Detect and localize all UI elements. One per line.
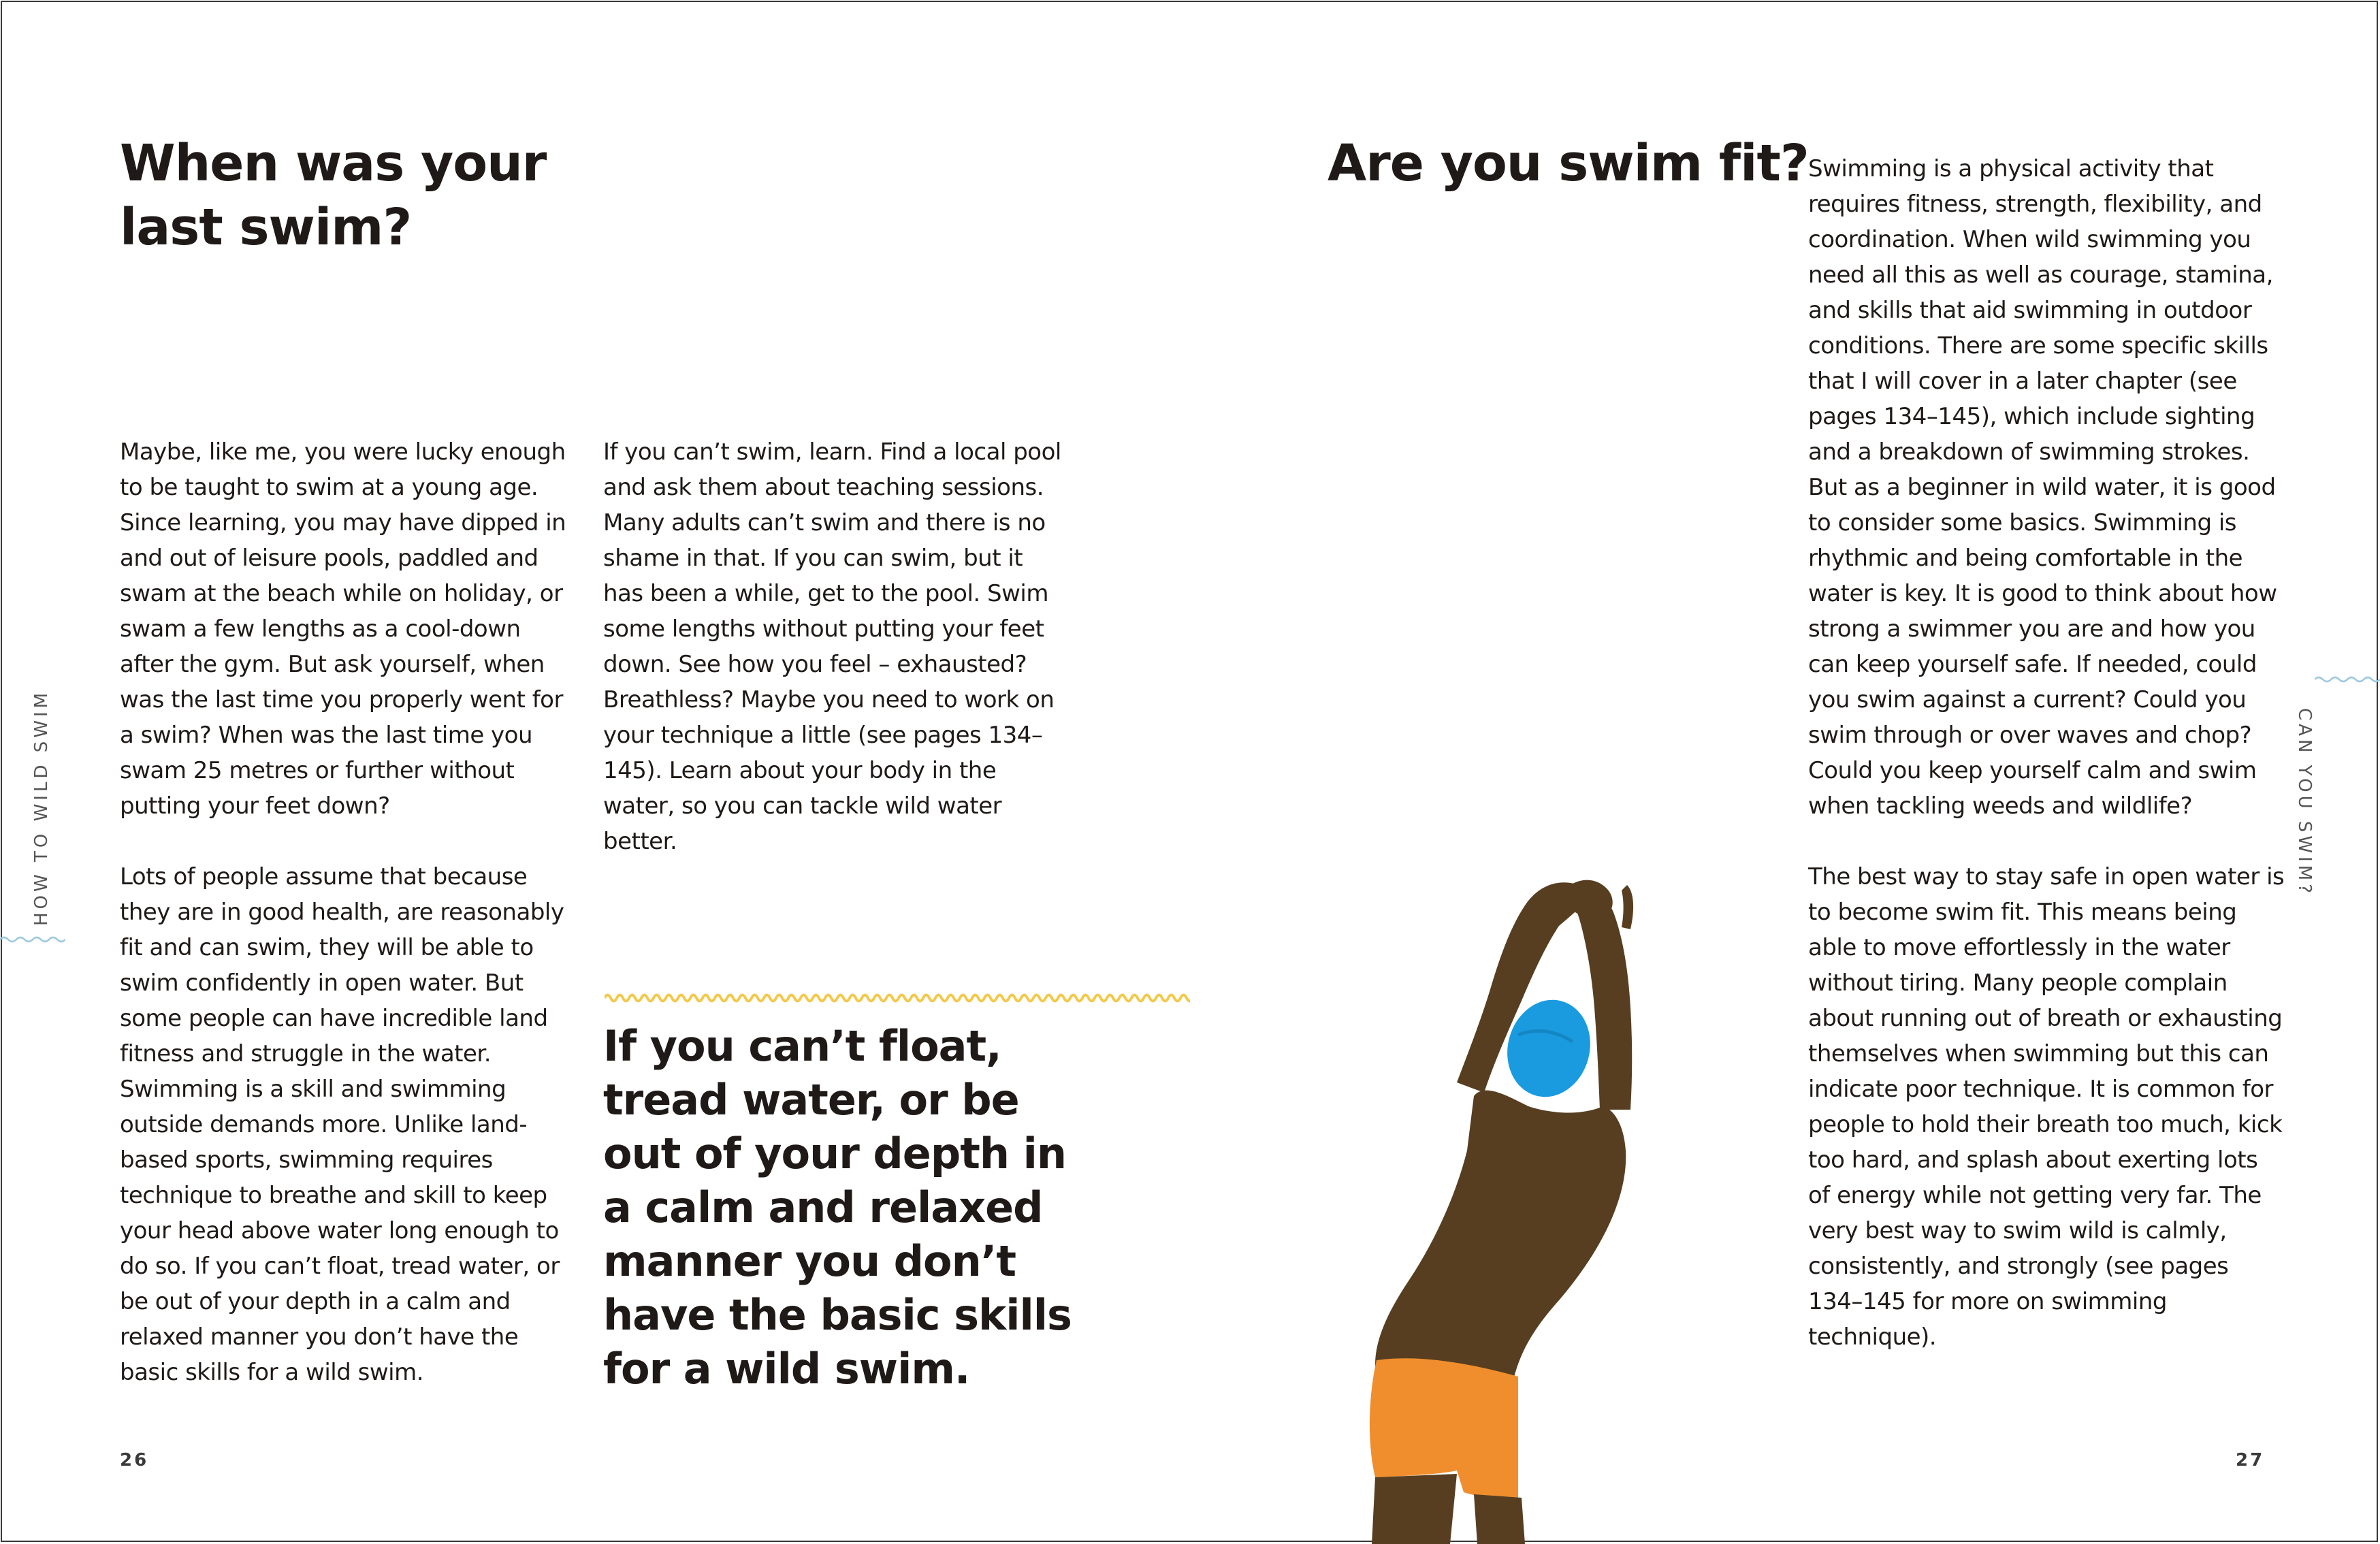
running-head-left: HOW TO WILD SWIM xyxy=(31,689,52,926)
left-col1-paragraph-2: Lots of people assume that because they are in good health, are reasonably fit and can swim, they will be able to swim confidently in open water. But some people can have incredible land fitness and struggle in the water. Swimming is a skill and swimming outside demands more. Unlike land-based sports, swimming requires technique to breathe and skill to keep your head above water long enough to do so. If you can’t float, tread water, or be out of your depth in a calm and relaxed manner you don’t have the basic skills for a wild swim. xyxy=(120,863,564,1386)
right-body-column xyxy=(1808,151,2285,1355)
right-paragraph-2: The best way to stay safe in open water is to become swim fit. This means being able to move effortlessly in the water without tiring. Many people complain about running out of breath or exhausting themselves when swimming but this can indicate poor technique. It is common for people to hold their breath too much, kick too hard, and splash about exerting lots of energy while not getting very far. The very best way to swim wild is calmly, consistently, and strongly (see pages 134–145 for more on swimming technique). xyxy=(1808,863,2285,1351)
left-column-2 xyxy=(603,434,1063,859)
running-head-right: CAN YOU SWIM? xyxy=(2294,708,2315,897)
swimmer-stretching-illustration xyxy=(1355,878,1790,1544)
left-col2-paragraph-1: If you can’t swim, learn. Find a local pool and ask them about teaching sessions. Many adults can’t swim and there is no shame in that. If you can swim, but it has been a while, get to the pool. Swim some lengths without putting your feet down. See how you feel – exhausted? Breathless? Maybe you need to work on your technique a little (see pages 134–145). Learn about your body in the water, so you can tackle wild water better. xyxy=(603,438,1061,855)
page-number-right: 27 xyxy=(2236,1450,2265,1470)
margin-wave-left-icon xyxy=(0,934,65,945)
left-col1-paragraph-1: Maybe, like me, you were lucky enough to be taught to swim at a young age. Since learning, you may have dipped in and out of leisure pools, paddled and swam at the beach while on holiday, or swam a few lengths as a cool-down after the gym. But ask yourself, when was the last time you properly went for a swim? When was the last time you swam 25 metres or further without putting your feet down? xyxy=(120,438,566,820)
page-number-left: 26 xyxy=(120,1450,149,1470)
wave-divider-icon xyxy=(605,988,1190,1008)
right-paragraph-1: Swimming is a physical activity that requires fitness, strength, flexibility, and coordination. When wild swimming you need all this as well as courage, stamina, and skills that aid swimming in outdoor conditions. There are some specific skills that I will cover in a later chapter (see pages 134–145), which include sighting and a breakdown of swimming strokes. But as a beginner in wild water, it is good to consider some basics. Swimming is rhythmic and being comfortable in the water is key. It is good to think about how strong a swimmer you are and how you can keep yourself safe. If needed, could you swim against a current? Could you swim through or over waves and chop? Could you keep yourself calm and swim when tackling weeds and wildlife? xyxy=(1808,155,2277,820)
pull-quote: If you can’t float, tread water, or be out of your depth in a calm and relaxed manner you don’t have the basic skills for a wild swim. xyxy=(603,1021,1072,1394)
right-page-heading: Are you swim fit? xyxy=(1328,134,1809,193)
margin-wave-right-icon xyxy=(2315,674,2380,685)
swimmer-torso xyxy=(1375,1091,1626,1389)
left-page-heading: When was your last swim? xyxy=(120,134,547,257)
left-column-1 xyxy=(120,434,569,1390)
